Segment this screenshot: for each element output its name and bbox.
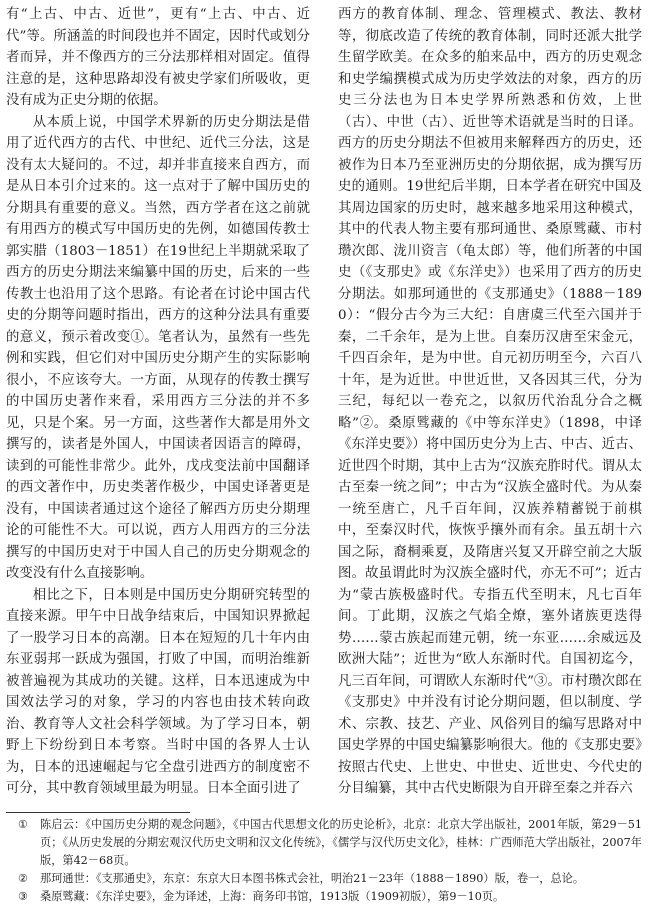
footnote-marker: ① [17, 818, 29, 831]
footnote-text: 陈启云：《中国历史分期的观念问题》，《中国古代思想文化的历史论析》，北京：北京大学出版社，2001年版，第29－51页；《从历史发展的分期宏观汉代历史文明和汉文化传统》，《儒学与汉代历史文化》，桂林：广西师范大学出版社，2007年版，第42－68页。 [40, 818, 642, 867]
paragraph: 西方的教育体制、理念、管理模式、教法、教材等，彻底改造了传统的教育体制，同时还派大批学生留学欧美。在众多的舶来品中，西方的历史观念和史学编撰模式成为历史学效法的对象，西方的历史三分法也为日本史学界所熟悉和仿效，上世（古）、中世（古）、近世等术语就是当时的日译。西方的历史分期法不但被用来解释西方的历史，还被作为日本乃至亚洲历史的分期依据，成为撰写历史的通则。19世纪后半期，日本学者在研究中国及其周边国家的历史时，越来越多地采用这种模式，其中的代表人物主要有那珂通世、桑原骘藏、市村瓒次郎、泷川资言（龟太郎）等，他们所著的中国史（《支那史》或《东洋史》）也采用了西方的历史分期法。如那珂通世的《支那通史》（1888－1890）：“假分古今为三大纪：自唐虞三代至六国并于秦，二千余年，是为上世。自秦历汉唐至宋金元，千四百余年，是为中世。自元初历明至今，六百八十年，是为近世。中世近世，又各因其三代，分为三纪，每纪以一卷充之，以叙历代治乱分合之概略”②。桑原骘藏的《中等东洋史》（1898，中译《东洋史要》）将中国历史分为上古、中古、近古、近世四个时期，其中上古为“汉族充胙时代。谓从太古至秦一统之间”；中古为“汉族全盛时代。为从秦一统至唐亡，凡千百年间，汉族养精蓄锐于前棋中，至秦汉时代，恢恢乎攘外而有余。虽五胡十六国之际，裔桐乘夏，及隋唐兴复又开辟空前之大版图。故虽谓此时为汉族全盛时代，亦无不可”；近古为“蒙古族极盛时代。专指五代至明末，凡七百年间。丁此期，汉族之气焰全燎，塞外诸族更迭得势……蒙古族起而建元朝，统一东亚……余威远及欧洲大陆”；近世为“欧人东渐时代。自国初迄今，凡三百年间，可谓欧人东渐时代”③。市村瓒次郎在《支那史》中并没有讨论分期问题，但以制度、学术、宗教、技艺、产业、风俗列目的编写思路对中国史学界的中国史编纂影响很大。他的《支那史要》按照古代史、上世史、中世史、近世史、今代史的分目编纂，其中古代史断限为自开辟至秦之并吞六 [338, 7, 642, 796]
paragraph: 从本质上说，中国学术界新的历史分期法是借用了近代西方的古代、中世纪、近代三分法，这是没有太大疑问的。不过，却并非直接来自西方，而是从日本引介过来的。这一点对于了解中国历史的分期具有重要的意义。当然，西方学者在这之前就有用西方的模式写中国历史的先例，如德国传教士郭实腊（1803－1851）在19世纪上半期就采取了西方的历史分期法来编纂中国的历史，后来的一些传教士也沿用了这个思路。有论者在讨论中国古代史的分期等问题时指出，西方的这种分法具有重要的意义，预示着改变①。笔者认为，虽然有一些先例和实践，但它们对中国历史分期产生的实际影响很小，不应该夸大。一方面，从现存的传教士撰写的中国历史著作来看，采用西方三分法的并不多见，只是个案。另一方面，这些著作大都是用外文撰写的，读者是外国人，中国读者因语言的障碍，读到的可能性非常少。此外，戊戌变法前中国翻译的西文著作中，历史类著作极少，中国史译著更是没有，中国读者通过这个途径了解西方历史分期理论的可能性不大。可以说，西方人用西方的三分法撰写的中国历史对于中国人自己的历史分期观念的改变没有什么直接影响。 [6, 114, 310, 581]
footnote [6, 888, 642, 906]
footnote-text: 桑原骘藏：《东洋史要》，金为译述，上海：商务印书馆，1913版（1909初版），第9－10页。 [40, 890, 505, 903]
paragraph: 有“上古、中古、近世”，更有“上古、中古、近代”等。所涵盖的时间段也并不固定，因时代或划分者而异，并不像西方的三分法那样相对固定。值得注意的是，这种思路却没有被史学家们所吸收，更没有成为正史分期的依据。 [6, 7, 310, 108]
footnote-divider [6, 812, 190, 813]
left-column [6, 4, 310, 800]
footnote [6, 870, 642, 888]
paragraph: 相比之下，日本则是中国历史分期研究转型的直接来源。甲午中日战争结束后，中国知识界掀起了一股学习日本的高潮。日本在短短的几十年内由东亚弱邦一跃成为强国，打败了中国，而明治维新被普遍视为其成功的关键。这样，日本迅速成为中国效法学习的对象，学习的内容也由技术转向政治、教育等人文社会科学领域。为了学习日本，朝野上下纷纷到日本考察。当时中国的各界人士认为，日本的迅速崛起与它全盘引进西方的制度密不可分，其中教育领域里最为明显。日本全面引进了 [6, 587, 310, 796]
footnote-marker: ③ [17, 890, 29, 903]
footnote-marker: ② [17, 872, 29, 885]
footnote-text: 那珂通世：《支那通史》，东京：东京大日本图书株式会社，明治21－23年（1888－1890）版，卷一，总论。 [40, 872, 585, 885]
right-column [338, 4, 642, 800]
footnote [6, 816, 642, 870]
footnotes [6, 816, 642, 906]
